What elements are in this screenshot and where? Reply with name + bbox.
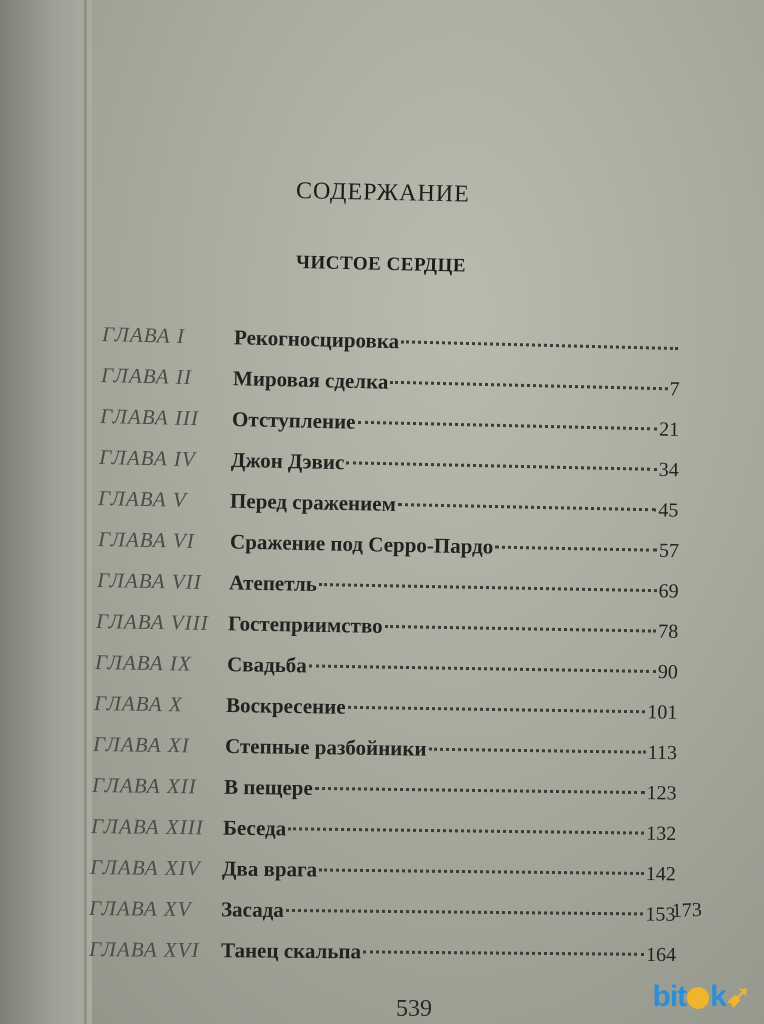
chapter-title: Засада (221, 897, 285, 922)
chapter-title: Воскресение (225, 692, 346, 719)
chapter-title: Сражение под Серро-Пардо (229, 529, 493, 559)
toc-entry (93, 732, 677, 774)
chapter-number: ГЛАВА V (98, 486, 188, 512)
chapter-title: Два врага (222, 856, 318, 882)
chapter-page-number: 142 (645, 863, 677, 886)
toc-entry (92, 773, 677, 815)
toc-entry (99, 445, 679, 491)
chapter-number: ГЛАВА VII (96, 568, 202, 594)
toc-entry (95, 650, 678, 693)
chapter-title: Атепетль (228, 570, 317, 596)
chapter-page-number: 69 (657, 580, 679, 603)
chapter-page-number: 132 (646, 822, 677, 845)
dot-leader (398, 503, 657, 511)
chapter-number: ГЛАВА XIII (91, 814, 205, 840)
chapter-title: Свадьба (226, 652, 307, 678)
chapter-page-number: 34 (658, 458, 680, 482)
chapter-title: Танец скальпа (220, 938, 361, 964)
toc-entry (97, 527, 679, 572)
dot-leader (495, 546, 657, 552)
chapter-number: ГЛАВА III (100, 404, 200, 431)
chapter-title: Мировая сделка (232, 366, 389, 394)
chapter-page-number: 113 (647, 741, 678, 765)
watermark-text-right: k (710, 980, 726, 1013)
chapter-page-number: 21 (659, 418, 680, 441)
chapter-page-number: 90 (657, 661, 678, 684)
watermark-coin-icon (687, 987, 709, 1009)
chapter-title: Отступление (231, 406, 357, 434)
dot-leader (348, 706, 646, 713)
toc-entry (100, 404, 680, 451)
dot-leader (318, 583, 656, 592)
watermark-arrow-icon: ➹ (725, 980, 750, 1013)
chapter-number: ГЛАВА XII (92, 773, 197, 799)
dot-leader (315, 787, 645, 794)
chapter-title: Степные разбойники (224, 733, 427, 761)
toc-entry (90, 855, 676, 895)
toc-entry (94, 691, 678, 734)
chapter-number: ГЛАВА VI (97, 527, 195, 553)
section-title: ЧИСТОЕ СЕРДЦЕ (295, 252, 467, 277)
dot-leader (390, 381, 667, 390)
chapter-page-number: 45 (658, 499, 679, 522)
chapter-page-number: 123 (646, 782, 677, 805)
toc-entry (96, 568, 678, 613)
chapter-number: ГЛАВА XIV (90, 855, 201, 881)
trailing-page-number (671, 899, 702, 934)
toc-entry (95, 609, 678, 653)
chapter-number: ГЛАВА IX (94, 650, 192, 676)
toc-entry (102, 322, 681, 370)
dot-leader (429, 748, 646, 754)
chapter-title: Рекогносцировка (233, 325, 400, 354)
trailing-page-value: 173 (671, 898, 703, 922)
watermark-text-left: bit (652, 980, 687, 1013)
dot-leader (363, 950, 644, 955)
chapter-number: ГЛАВА II (100, 363, 193, 390)
page-title: СОДЕРЖАНИЕ (295, 178, 471, 208)
chapter-title: В пещере (223, 774, 314, 800)
dot-leader (309, 664, 656, 673)
chapter-number: ГЛАВА X (93, 691, 183, 717)
chapter-number: ГЛАВА XI (92, 732, 190, 758)
dot-leader (384, 625, 656, 633)
dot-leader (319, 868, 644, 875)
chapter-page-number: 101 (647, 701, 678, 724)
chapter-title: Гостеприимство (227, 611, 383, 638)
dot-leader (347, 461, 657, 471)
chapter-page-number: 153 (645, 903, 676, 926)
chapter-number: ГЛАВА IV (99, 445, 197, 472)
toc-entry (98, 486, 679, 532)
dot-leader (286, 909, 644, 915)
chapter-title: Джон Дэвис (231, 447, 345, 475)
dot-leader (401, 340, 678, 350)
page-folio: 539 (396, 996, 432, 1022)
chapter-number: ГЛАВА VIII (95, 609, 209, 635)
dot-leader (358, 421, 658, 431)
chapter-page-number: 78 (657, 620, 679, 643)
chapter-title: Беседа (223, 815, 287, 841)
chapter-number: ГЛАВА XVI (88, 937, 200, 962)
toc-entry (89, 896, 676, 936)
watermark-logo (653, 979, 750, 1014)
chapter-title: Перед сражением (230, 488, 397, 517)
toc-entry (91, 814, 677, 855)
toc-entry (88, 937, 675, 976)
chapter-page-number: 7 (669, 378, 680, 401)
chapter-number: ГЛАВА I (101, 322, 186, 349)
dot-leader (288, 827, 644, 834)
chapter-page-number: 164 (645, 943, 676, 967)
chapter-number: ГЛАВА XV (89, 896, 193, 922)
chapter-page-number: 57 (658, 539, 679, 563)
toc-entry (101, 363, 680, 411)
